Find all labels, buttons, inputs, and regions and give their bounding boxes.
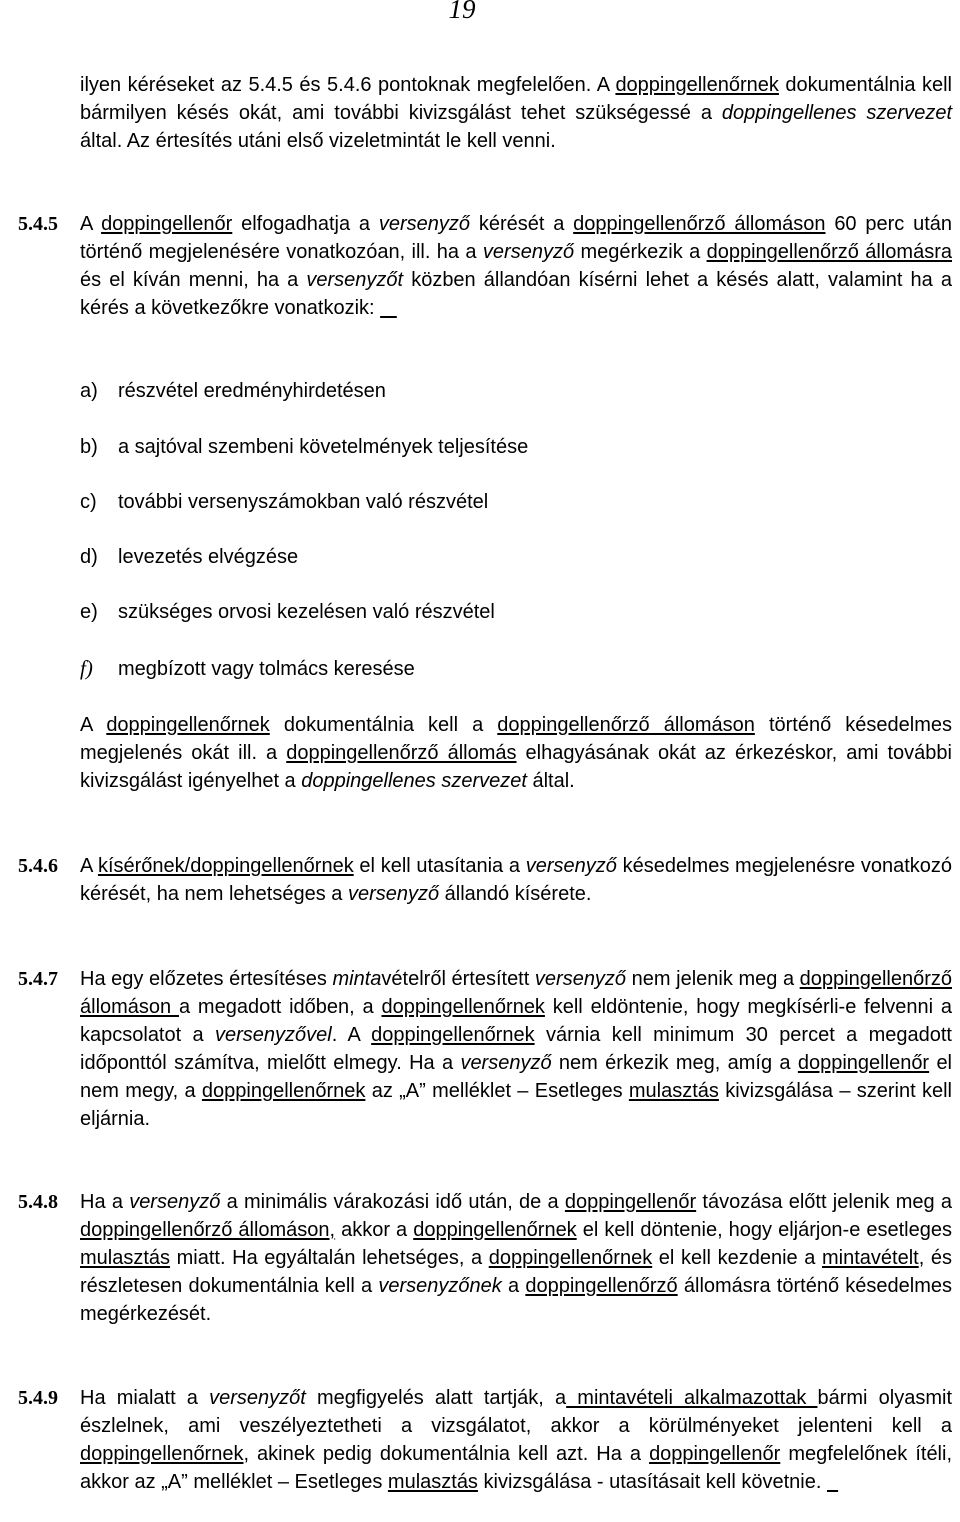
underlined-term: doppingellenőrnek [413,1219,577,1241]
list-item-text: részvétel eredményhirdetésen [118,380,386,402]
text-run: kivizsgálása - utasításait kell követnie. [477,1471,827,1493]
text-run: Ha egy előzetes értesítéses [80,968,333,990]
list-item [80,654,415,683]
list-item-label: f) [80,656,93,680]
text-run: megfelelőnek ítéli, akkor az „A” melléklet – Esetleges [80,1443,953,1493]
text-run: által. [526,770,575,792]
text-run: , akinek pedig dokumentálnia kell azt. Ha a [243,1443,650,1465]
underlined-term: doppingellenőr [564,1191,697,1213]
italic-term: versenyző [378,213,471,235]
underlined-term: mintavételi alkalmazottak [566,1387,818,1409]
list-item-label: a) [80,380,98,402]
italic-term: versenyzőnek [378,1275,502,1297]
italic-term: minta [332,968,382,990]
text-run: állandó kísérete. [439,883,592,905]
underlined-term: doppingellenőrnek [381,996,545,1018]
text-run: kell eldöntenie, hogy megkísérli-e felvenni a kapcsolatot a [80,996,953,1046]
italic-term: versenyzőt [306,269,404,291]
underlined-term: doppingellenőrző állomáson [573,213,826,235]
list-item-label: c) [80,491,97,513]
italic-term: versenyző [347,883,440,905]
text-run: Ha a [80,1191,130,1213]
list-item [80,598,495,626]
text-run: el kell kezdenie a [652,1247,822,1269]
section-number-549: 5.4.9 [18,1387,58,1409]
text-run: történő késedelmes megjelenés okát ill. a [80,714,952,764]
underlined-term: mulasztás [387,1471,478,1493]
underlined-term: doppingellenőrnek [106,714,270,736]
blank-line [380,297,397,319]
text-run: bármi olyasmit észlelnek, ami veszélyeztetheti a vizsgálatot, akkor a körülményeket jelenteni kell a [80,1387,953,1437]
text-run: A [80,213,102,235]
page-number: 19 [448,0,476,24]
section-545-text [80,210,952,322]
text-run: el kell utasítania a [353,855,526,877]
underlined-term: doppingellenőrző állomáson [497,714,755,736]
text-run: az „A” melléklet – Esetleges [365,1080,629,1102]
list-item-label: e) [80,601,98,623]
underlined-term: doppingellenőr [649,1443,781,1465]
intro-paragraph [80,71,952,155]
italic-term: versenyző [129,1191,221,1213]
italic-term: doppingellenes szervezet [301,770,527,792]
text-run: A [80,855,98,877]
text-run: a megadott időben, a [178,996,382,1018]
text-run: Ha mialatt a [80,1387,210,1409]
section-548-text [80,1188,952,1328]
section-number-545: 5.4.5 [18,213,58,235]
list-item-text: megbízott vagy tolmács keresése [118,658,415,680]
list-item-text: további versenyszámokban való részvétel [118,491,489,513]
text-run: miatt. Ha egyáltalán lehetséges, a [170,1247,489,1269]
text-run: késedelmes megjelenésre vonatkozó kérését, ha nem lehetséges a [80,855,953,905]
list-item [80,488,488,516]
list-item [80,377,386,405]
text-run: a minimális várakozási idő után, de a [220,1191,565,1213]
section-number-548: 5.4.8 [18,1191,58,1213]
after-list-paragraph [80,711,952,795]
italic-term: versenyző [525,855,617,877]
list-item-label: b) [80,436,98,458]
text-run: elfogadhatja a [232,213,379,235]
underlined-term: mulasztás [80,1247,171,1269]
text-run: távozása előtt jelenik meg a [696,1191,952,1213]
underlined-term: doppingellenőrnek [615,74,779,96]
list-item-text: levezetés elvégzése [118,546,299,568]
underlined-term: mintavételt [822,1247,919,1269]
section-546-text [80,852,952,908]
text-run: várnia kell minimum 30 percet a megadott időponttól számítva, mielőtt elmegy. Ha a [80,1024,952,1074]
text-run: megérkezik a [574,241,707,263]
italic-term: versenyző [460,1052,552,1074]
text-run: ilyen kéréseket az 5.4.5 és 5.4.6 pontoknak megfelelően. A [80,74,616,96]
underlined-term: doppingellenőrnek [80,1443,244,1465]
underlined-term: doppingellenőrnek [201,1080,366,1102]
blank-line [827,1471,838,1493]
list-item [80,543,298,571]
underlined-term: doppingellenőrnek [488,1247,653,1269]
italic-term: versenyző [482,241,575,263]
underlined-term: doppingellenőrző állomás [286,742,517,764]
text-run: a [501,1275,526,1297]
underlined-term: doppingellenőrnek [371,1024,535,1046]
text-run: nem érkezik meg, amíg a [551,1052,798,1074]
text-run: kérését a [470,213,574,235]
text-run: elhagyásának okát az érkezéskor, ami további kivizsgálást igényelhet a [80,742,952,792]
text-run: kivizsgálása – szerint kell eljárnia. [80,1080,952,1130]
list-item-text: szükséges orvosi kezelésen való részvétel [118,601,495,623]
section-547-text [80,965,952,1133]
text-run: el kell döntenie, hogy eljárjon-e esetleges [576,1219,952,1241]
section-549-text [80,1384,952,1496]
underlined-term: doppingellenőrző állomásra [706,241,952,263]
text-run: A [80,714,107,736]
text-run: állomásra történő késedelmes megérkezését. [80,1275,952,1325]
text-run: akkor a [335,1219,414,1241]
list-item-text: a sajtóval szembeni követelmények teljesítése [118,436,529,458]
underlined-term: doppingellenőrző állomáson [80,968,953,1018]
italic-term: doppingellenes szervezet [721,102,953,124]
text-run: dokumentálnia kell bármilyen késés okát, ami további kivizsgálást tehet szükségessé a [80,74,952,124]
text-run: közben állandóan kísérni lehet a késés alatt, valamint ha a kérés a következőkre vonatkozik: [80,269,953,319]
underlined-term: doppingellenőrző [525,1275,678,1297]
text-run: dokumentálnia kell a [269,714,498,736]
text-run: és el kíván menni, ha a [80,269,307,291]
text-run: , és részletesen dokumentálnia kell a [80,1247,953,1297]
underlined-term: doppingellenőr [101,213,233,235]
text-run: . A [331,1024,372,1046]
underlined-term: kísérőnek/doppingellenőrnek [97,855,354,877]
italic-term: versenyzővel [215,1024,332,1046]
section-number-547: 5.4.7 [18,968,58,990]
italic-term: versenyzőt [209,1387,306,1409]
list-item-label: d) [80,546,98,568]
text-run: nem jelenik meg a [626,968,800,990]
text-run: által. Az értesítés utáni első vizeletmintát le kell venni. [80,130,556,152]
underlined-term: doppingellenőr [797,1052,930,1074]
list-item [80,433,528,461]
text-run: megfigyelés alatt tartják, a [305,1387,567,1409]
text-run: vételről értesített [381,968,535,990]
section-number-546: 5.4.6 [18,855,58,877]
underlined-term: mulasztás [628,1080,719,1102]
underlined-term: doppingellenőrző állomáson, [80,1219,336,1241]
text-run: 60 perc után történő megjelenésére vonatkozóan, ill. ha a [80,213,953,263]
italic-term: versenyző [534,968,627,990]
text-run: el nem megy, a [80,1052,953,1102]
